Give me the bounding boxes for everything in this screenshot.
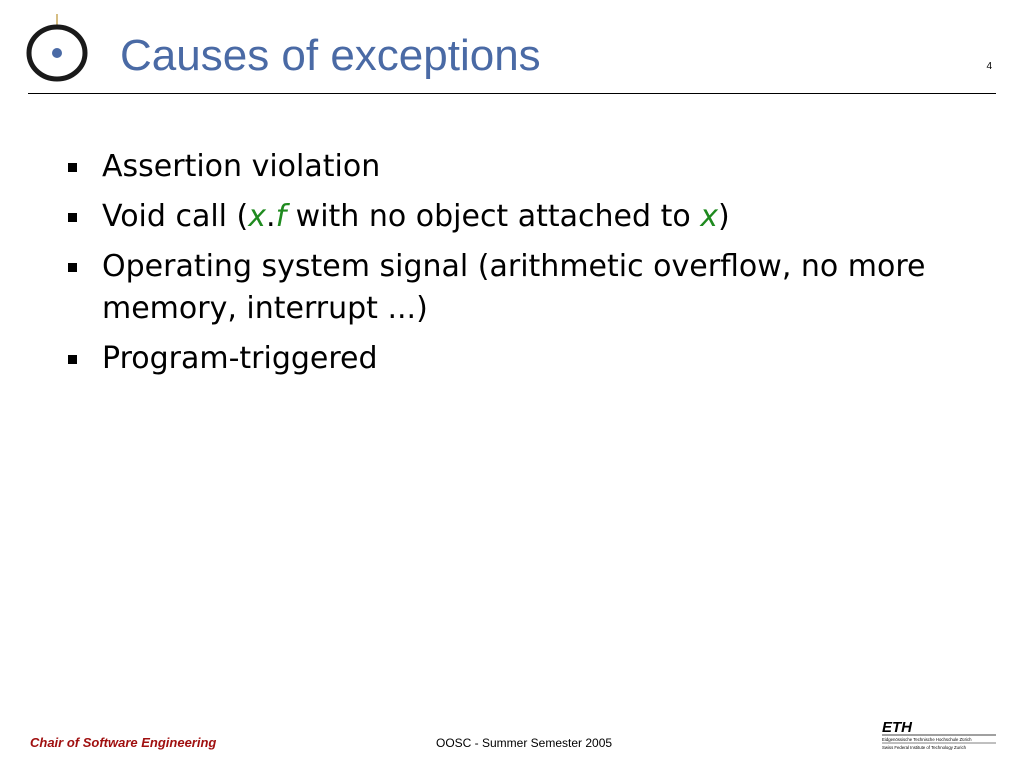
svg-text:Eidgenössische Technische Hoch: Eidgenössische Technische Hochschule Zürich — [882, 737, 972, 742]
list-item — [64, 338, 964, 380]
bullet-text: Assertion violation — [102, 149, 381, 184]
variable-x: x — [248, 199, 267, 234]
footer-chair-name: Chair of Software Engineering — [30, 735, 217, 750]
eth-logo-icon — [880, 718, 998, 754]
svg-text:ETH: ETH — [882, 719, 912, 736]
bullet-text: Operating system signal (arithmetic overflow, no more memory, interrupt ...) — [102, 249, 926, 326]
variable-f: f — [275, 199, 287, 234]
footer-course-name: OOSC - Summer Semester 2005 — [436, 736, 613, 750]
bullet-square-icon — [68, 263, 77, 272]
list-item — [64, 196, 964, 238]
variable-x-second: x — [700, 199, 718, 234]
bullet-text-mid: with no object attached to — [286, 199, 701, 234]
svg-text:Swiss Federal Institute of Tec: Swiss Federal Institute of Technology Zurich — [882, 745, 966, 750]
bullet-text: Program-triggered — [102, 341, 378, 376]
bullet-square-icon — [68, 213, 77, 222]
slide-title: Causes of exceptions — [120, 31, 541, 80]
bullet-square-icon — [68, 163, 77, 172]
dot-operator: . — [266, 199, 276, 234]
list-item — [64, 146, 964, 188]
bullet-text-prefix: Void call ( — [102, 199, 249, 234]
list-item — [64, 246, 964, 330]
page-number: 4 — [986, 61, 992, 72]
bullet-text-suffix: ) — [718, 199, 730, 234]
title-divider — [28, 93, 996, 94]
chair-logo-icon — [24, 14, 90, 84]
bullet-square-icon — [68, 355, 77, 364]
bullet-list — [64, 146, 964, 388]
